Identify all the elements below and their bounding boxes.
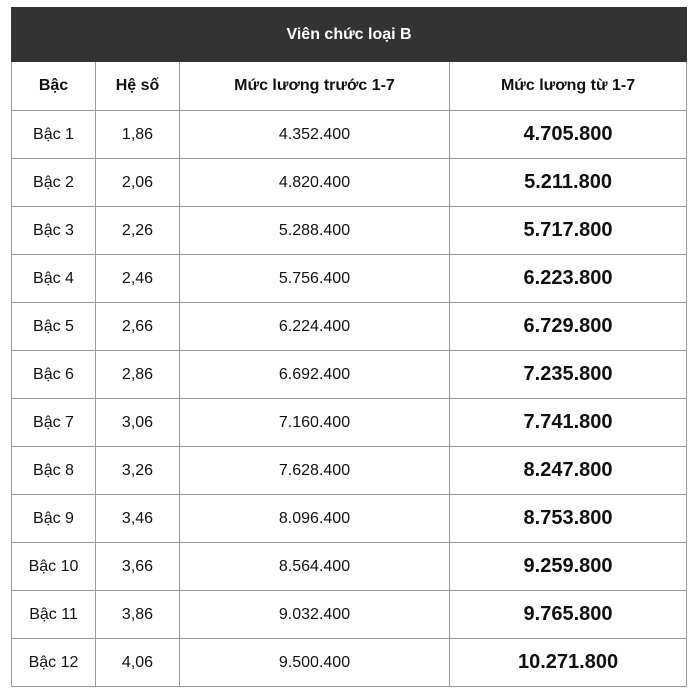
cell-muc-luong-tu: 8.753.800 <box>450 495 687 543</box>
cell-muc-luong-truoc: 6.692.400 <box>180 351 450 399</box>
cell-he-so: 3,46 <box>96 495 180 543</box>
cell-bac: Bậc 8 <box>12 447 96 495</box>
cell-muc-luong-tu: 10.271.800 <box>450 639 687 687</box>
cell-bac: Bậc 12 <box>12 639 96 687</box>
table-row <box>12 591 687 639</box>
table-row <box>12 255 687 303</box>
cell-muc-luong-tu: 7.235.800 <box>450 351 687 399</box>
cell-muc-luong-tu: 9.765.800 <box>450 591 687 639</box>
cell-he-so: 2,66 <box>96 303 180 351</box>
cell-bac: Bậc 11 <box>12 591 96 639</box>
cell-muc-luong-truoc: 8.096.400 <box>180 495 450 543</box>
cell-muc-luong-tu: 7.741.800 <box>450 399 687 447</box>
cell-muc-luong-tu: 6.223.800 <box>450 255 687 303</box>
table-row <box>12 207 687 255</box>
table-row <box>12 111 687 159</box>
table-row <box>12 543 687 591</box>
cell-bac: Bậc 10 <box>12 543 96 591</box>
table-title-row <box>12 8 687 62</box>
cell-he-so: 3,26 <box>96 447 180 495</box>
cell-muc-luong-truoc: 4.820.400 <box>180 159 450 207</box>
cell-muc-luong-truoc: 9.500.400 <box>180 639 450 687</box>
cell-he-so: 4,06 <box>96 639 180 687</box>
cell-muc-luong-truoc: 8.564.400 <box>180 543 450 591</box>
table-header-row <box>12 62 687 111</box>
cell-muc-luong-truoc: 7.628.400 <box>180 447 450 495</box>
table-row <box>12 495 687 543</box>
cell-muc-luong-tu: 5.211.800 <box>450 159 687 207</box>
cell-he-so: 2,26 <box>96 207 180 255</box>
header-muc-luong-truoc: Mức lương trước 1-7 <box>180 62 450 111</box>
cell-muc-luong-tu: 6.729.800 <box>450 303 687 351</box>
table-row <box>12 351 687 399</box>
cell-muc-luong-truoc: 4.352.400 <box>180 111 450 159</box>
table-row <box>12 639 687 687</box>
table-row <box>12 159 687 207</box>
cell-muc-luong-tu: 4.705.800 <box>450 111 687 159</box>
cell-muc-luong-truoc: 9.032.400 <box>180 591 450 639</box>
cell-bac: Bậc 3 <box>12 207 96 255</box>
salary-table <box>11 7 687 687</box>
salary-table-container <box>11 7 686 687</box>
cell-muc-luong-truoc: 5.756.400 <box>180 255 450 303</box>
header-bac: Bậc <box>12 62 96 111</box>
cell-bac: Bậc 4 <box>12 255 96 303</box>
table-row <box>12 399 687 447</box>
cell-muc-luong-truoc: 6.224.400 <box>180 303 450 351</box>
cell-he-so: 3,86 <box>96 591 180 639</box>
table-body <box>12 111 687 687</box>
cell-bac: Bậc 1 <box>12 111 96 159</box>
table-title: Viên chức loại B <box>12 8 687 62</box>
cell-muc-luong-tu: 9.259.800 <box>450 543 687 591</box>
header-he-so: Hệ số <box>96 62 180 111</box>
cell-muc-luong-truoc: 5.288.400 <box>180 207 450 255</box>
cell-bac: Bậc 5 <box>12 303 96 351</box>
table-row <box>12 447 687 495</box>
cell-he-so: 2,06 <box>96 159 180 207</box>
cell-he-so: 2,86 <box>96 351 180 399</box>
cell-muc-luong-truoc: 7.160.400 <box>180 399 450 447</box>
table-row <box>12 303 687 351</box>
cell-bac: Bậc 7 <box>12 399 96 447</box>
cell-bac: Bậc 9 <box>12 495 96 543</box>
cell-he-so: 2,46 <box>96 255 180 303</box>
cell-bac: Bậc 2 <box>12 159 96 207</box>
cell-he-so: 1,86 <box>96 111 180 159</box>
cell-muc-luong-tu: 8.247.800 <box>450 447 687 495</box>
cell-bac: Bậc 6 <box>12 351 96 399</box>
cell-muc-luong-tu: 5.717.800 <box>450 207 687 255</box>
header-muc-luong-tu: Mức lương từ 1-7 <box>450 62 687 111</box>
cell-he-so: 3,06 <box>96 399 180 447</box>
cell-he-so: 3,66 <box>96 543 180 591</box>
